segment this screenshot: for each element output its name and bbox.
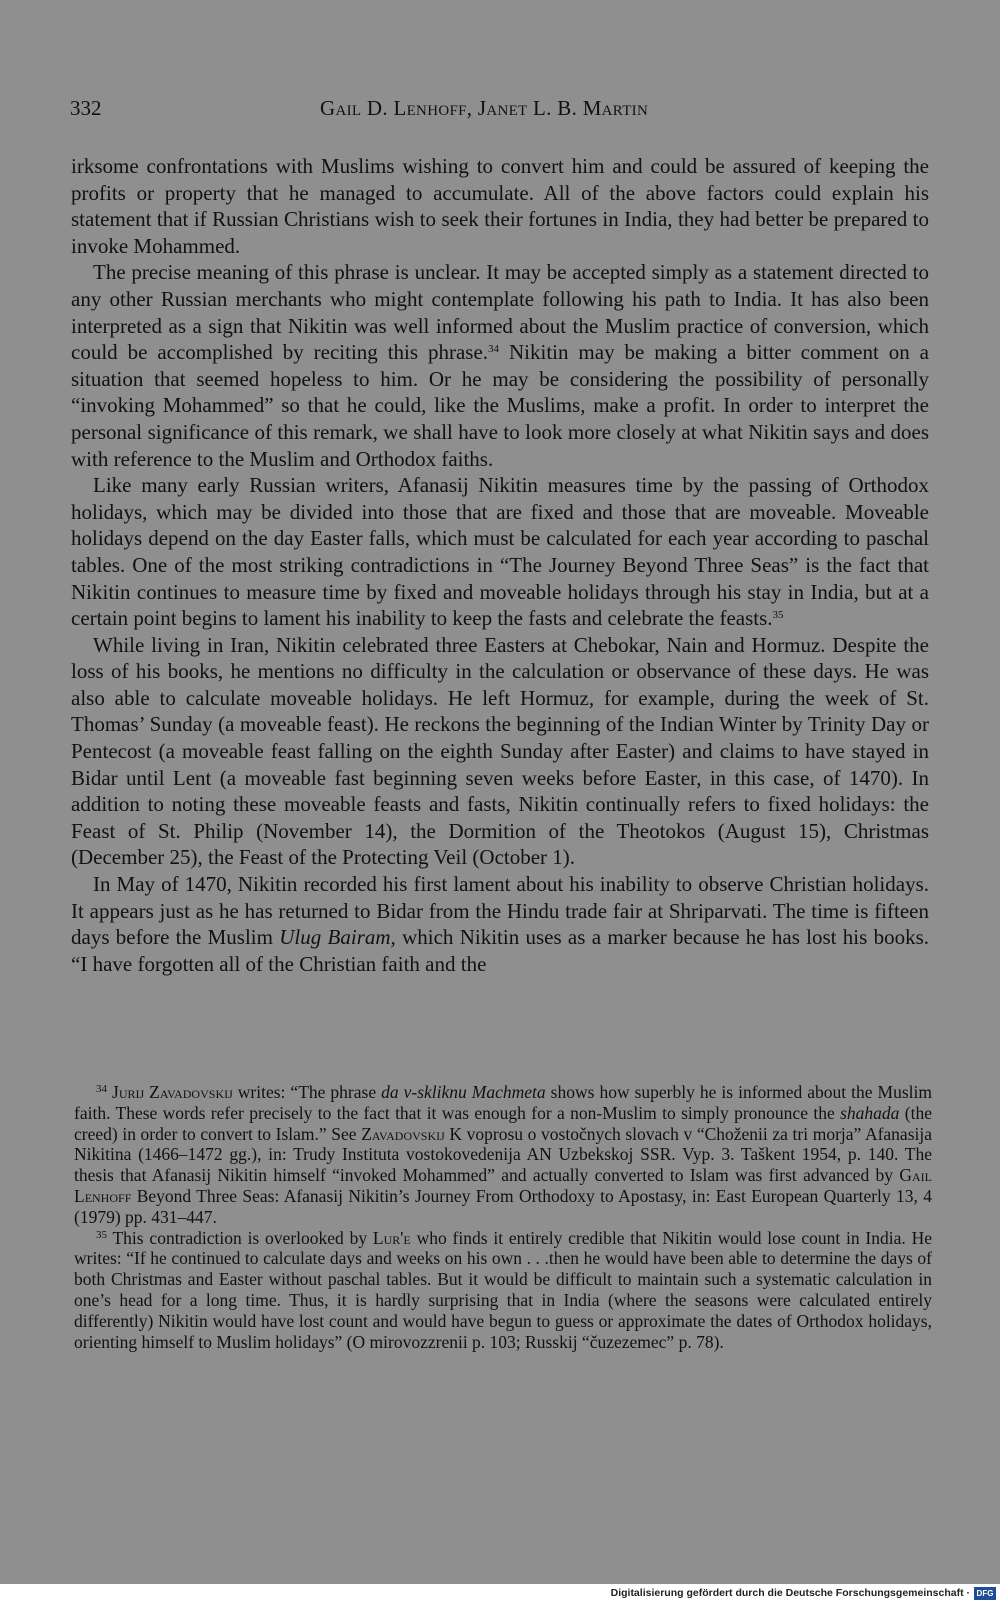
footnote-ref-34[interactable]: 34 (488, 343, 500, 356)
funding-credit: Digitalisierung gefördert durch die Deutsche Forschungsgemeinschaft · (610, 1587, 970, 1599)
paragraph-5: In May of 1470, Nikitin recorded his first lament about his inability to observe Christian holidays. It appears just as he has returned to Bidar from the Hindu trade fair at Shriparvati. The time is fifteen days before the Muslim Ulug Bairam, which Nikitin uses as a marker because he has lost his books. “I have forgotten all of the Christian faith and the (71, 872, 930, 976)
footnotes (74, 1082, 932, 1352)
page-header (70, 96, 930, 126)
paragraph-2: The precise meaning of this phrase is unclear. It may be accepted simply as a statement directed to any other Russian merchants who might contemplate following his path to India. It has also been interpreted as a sign that Nikitin was well informed about the Muslim practice of conversion, which could be accomplished by reciting this phrase.$^{34}$ Nikitin may be making a bitter comment on a situation that seemed hopeless to him. Or he may be considering the possibility of personally “invoking Mohammed” so that he could, like the Muslims, make a profit. In order to interpret the personal significance of this remark, we shall have to look more closely at what Nikitin says and does with reference to the Muslim and Orthodox faiths. (71, 260, 929, 471)
footnote-ref-35[interactable]: 35 (772, 609, 784, 622)
paragraph-3: Like many early Russian writers, Afanasij Nikitin measures time by the passing of Orthodox holidays, which may be divided into those that are fixed and those that are moveable. Moveable holidays depend on the day Easter falls, which must be calculated for each year according to paschal tables. One of the most striking contradictions in “The Journey Beyond Three Seas” is the fact that Nikitin continues to measure time by fixed and moveable holidays through his stay in India, but at a certain point begins to lament his inability to keep the fasts and celebrate the feasts.$^{35}$ (71, 473, 929, 631)
footnote-35: $^{35}$ This contradiction is overlooked by Lur'e who finds it entirely credible that Nikitin would lose count in India. He writes: “If he continued to calculate days and weeks on his own . . .then he would have been able to determine the days of both Christmas and Easter without paschal tables. But it would be difficult to maintain such a systematic calculation in one’s head for a long time. Thus, it is hardly surprising that in India (where the seasons were calculated entirely differently) Nikitin would have lost count and would have begun to guess or approximate the dates of Orthodox holidays, orienting himself to Muslim holidays” (O mirovozzrenii p. 103; Russkij “čuzezemec” p. 78). (74, 1227, 932, 1352)
digitization-footer (0, 1584, 1000, 1604)
page-number: 332 (70, 96, 102, 120)
paragraph-4: While living in Iran, Nikitin celebrated three Easters at Chebokar, Nain and Hormuz. Despite the loss of his books, he mentions no difficulty in the calculation or observance of these days. He was also able to calculate moveable holidays. He left Hormuz, for example, during the week of St. Thomas’ Sunday (a moveable feast). He reckons the beginning of the Indian Winter by Trinity Day or Pentecost (a moveable feast falling on the eighth Sunday after Easter) and claims to have stayed in Bidar until Lent (a moveable fast beginning seven weeks before Easter, in this case, of 1470). In addition to noting these moveable feasts and fasts, Nikitin continually refers to fixed holidays: the Feast of St. Philip (November 14), the Dormition of the Theotokos (August 15), Christmas (December 25), the Feast of the Protecting Veil (October 1). (71, 632, 929, 870)
body-text (71, 153, 929, 977)
footnote-34: $^{34}$ Jurij Zavadovskij writes: “The phrase da v-skliknu Machmeta shows how superbly he is informed about the Muslim faith. These words refer precisely to the fact that it was enough for a non-Muslim to simply pronounce the shahada (the creed) in order to convert to Islam.” See Zavadovskij K voprosu o vostočnych slovach v “Choženii za tri morja” Afanasija Nikitina (1466–1472 gg.), in: Trudy Instituta vostokovedenija AN Uzbekskoj SSR. Vyp. 3. Taškent 1954, p. 140. The thesis that Afanasij Nikitin himself “invoked Mohammed” and actually converted to Islam was first advanced by Gail Lenhoff Beyond Three Seas: Afanasij Nikitin’s Journey From Orthodoxy to Apostasy, in: East European Quarterly 13, 4 (1979) pp. 431–447. (74, 1082, 933, 1227)
paragraph-1: irksome confrontations with Muslims wishing to convert him and could be assured of keeping the profits or property that he managed to accumulate. All of the above factors could explain his statement that if Russian Christians wish to seek their fortunes in India, they had better be prepared to invoke Mohammed. (71, 154, 929, 258)
running-head: Gail D. Lenhoff, Janet L. B. Martin (320, 96, 649, 120)
dfg-logo-icon: DFG (974, 1587, 996, 1600)
